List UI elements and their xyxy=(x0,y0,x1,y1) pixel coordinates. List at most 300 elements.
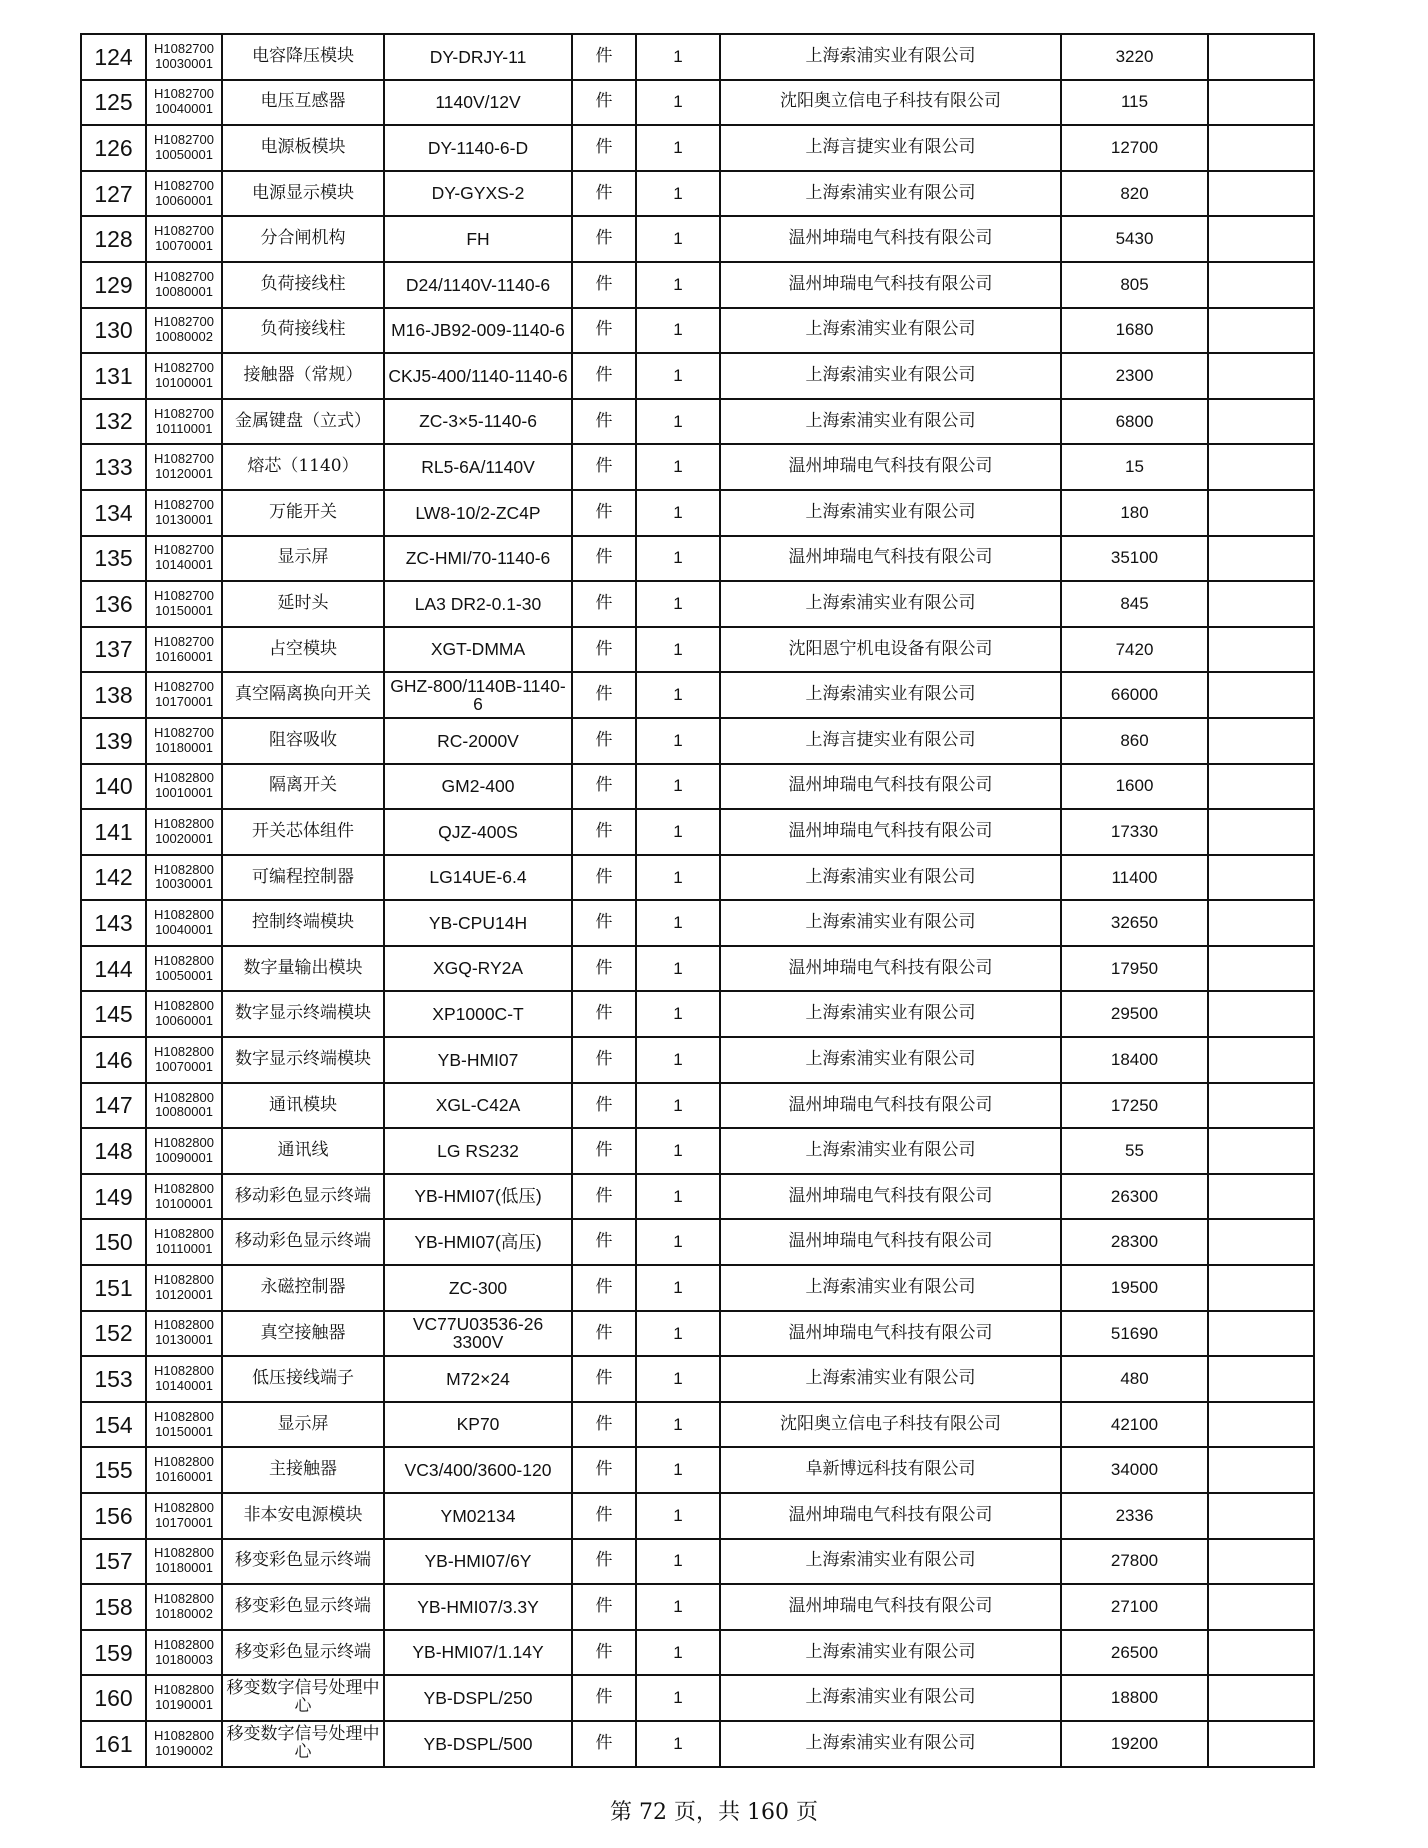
item-note xyxy=(1208,125,1314,171)
item-unit: 件 xyxy=(572,764,636,810)
table-row xyxy=(81,1584,1314,1630)
item-note xyxy=(1208,1128,1314,1174)
item-name: 移动彩色显示终端 xyxy=(222,1174,384,1220)
item-code: H1082800 10140001 xyxy=(146,1356,222,1402)
item-name: 永磁控制器 xyxy=(222,1265,384,1311)
table-row xyxy=(81,1447,1314,1493)
item-unit: 件 xyxy=(572,672,636,718)
item-code: H1082700 10160001 xyxy=(146,627,222,673)
table-row xyxy=(81,991,1314,1037)
item-quantity: 1 xyxy=(636,171,720,217)
item-price: 115 xyxy=(1061,80,1208,126)
item-quantity: 1 xyxy=(636,991,720,1037)
row-number: 131 xyxy=(81,353,146,399)
table-row xyxy=(81,627,1314,673)
item-quantity: 1 xyxy=(636,1402,720,1448)
item-model: ZC-300 xyxy=(384,1265,572,1311)
item-price: 17330 xyxy=(1061,809,1208,855)
item-supplier: 温州坤瑞电气科技有限公司 xyxy=(720,536,1061,582)
item-model: GM2-400 xyxy=(384,764,572,810)
table-row xyxy=(81,444,1314,490)
item-quantity: 1 xyxy=(636,946,720,992)
item-price: 26500 xyxy=(1061,1630,1208,1676)
table-row xyxy=(81,308,1314,354)
item-price: 180 xyxy=(1061,490,1208,536)
item-quantity: 1 xyxy=(636,809,720,855)
item-name: 阻容吸收 xyxy=(222,718,384,764)
row-number: 127 xyxy=(81,171,146,217)
item-note xyxy=(1208,991,1314,1037)
item-supplier: 温州坤瑞电气科技有限公司 xyxy=(720,946,1061,992)
row-number: 133 xyxy=(81,444,146,490)
item-code: H1082800 10120001 xyxy=(146,1265,222,1311)
item-note xyxy=(1208,1447,1314,1493)
item-name: 移变彩色显示终端 xyxy=(222,1584,384,1630)
item-supplier: 上海索浦实业有限公司 xyxy=(720,399,1061,445)
item-unit: 件 xyxy=(572,490,636,536)
item-price: 32650 xyxy=(1061,900,1208,946)
item-price: 12700 xyxy=(1061,125,1208,171)
item-note xyxy=(1208,216,1314,262)
row-number: 148 xyxy=(81,1128,146,1174)
item-price: 51690 xyxy=(1061,1311,1208,1357)
item-price: 17250 xyxy=(1061,1083,1208,1129)
item-supplier: 上海言捷实业有限公司 xyxy=(720,718,1061,764)
item-code: H1082800 10180002 xyxy=(146,1584,222,1630)
item-model: DY-GYXS-2 xyxy=(384,171,572,217)
row-number: 161 xyxy=(81,1721,146,1767)
item-note xyxy=(1208,1402,1314,1448)
item-note xyxy=(1208,900,1314,946)
table-row xyxy=(81,1493,1314,1539)
item-note xyxy=(1208,490,1314,536)
item-model: XGT-DMMA xyxy=(384,627,572,673)
item-quantity: 1 xyxy=(636,1447,720,1493)
item-supplier: 上海索浦实业有限公司 xyxy=(720,900,1061,946)
item-model: LA3 DR2-0.1-30 xyxy=(384,581,572,627)
item-code: H1082700 10060001 xyxy=(146,171,222,217)
item-price: 845 xyxy=(1061,581,1208,627)
item-note xyxy=(1208,353,1314,399)
row-number: 157 xyxy=(81,1539,146,1585)
item-note xyxy=(1208,1311,1314,1357)
item-code: H1082700 10100001 xyxy=(146,353,222,399)
item-code: H1082700 10070001 xyxy=(146,216,222,262)
item-name: 通讯模块 xyxy=(222,1083,384,1129)
item-supplier: 上海索浦实业有限公司 xyxy=(720,1675,1061,1721)
item-supplier: 温州坤瑞电气科技有限公司 xyxy=(720,1311,1061,1357)
item-quantity: 1 xyxy=(636,1311,720,1357)
item-code: H1082700 10040001 xyxy=(146,80,222,126)
row-number: 135 xyxy=(81,536,146,582)
item-note xyxy=(1208,855,1314,901)
page-footer: 第 72 页，共 160 页 xyxy=(610,1800,818,1825)
item-name: 延时头 xyxy=(222,581,384,627)
row-number: 137 xyxy=(81,627,146,673)
item-model: FH xyxy=(384,216,572,262)
item-unit: 件 xyxy=(572,1584,636,1630)
item-unit: 件 xyxy=(572,34,636,80)
item-note xyxy=(1208,946,1314,992)
table-row xyxy=(81,1721,1314,1767)
table-row xyxy=(81,1128,1314,1174)
item-supplier: 上海索浦实业有限公司 xyxy=(720,353,1061,399)
item-name: 占空模块 xyxy=(222,627,384,673)
item-price: 29500 xyxy=(1061,991,1208,1037)
item-supplier: 沈阳恩宁机电设备有限公司 xyxy=(720,627,1061,673)
item-model: YB-HMI07(低压) xyxy=(384,1174,572,1220)
item-model: VC3/400/3600-120 xyxy=(384,1447,572,1493)
item-unit: 件 xyxy=(572,1675,636,1721)
item-quantity: 1 xyxy=(636,34,720,80)
item-price: 2336 xyxy=(1061,1493,1208,1539)
item-model: LG14UE-6.4 xyxy=(384,855,572,901)
item-price: 3220 xyxy=(1061,34,1208,80)
table-row xyxy=(81,718,1314,764)
item-supplier: 温州坤瑞电气科技有限公司 xyxy=(720,444,1061,490)
item-model: GHZ-800/1140B-1140-6 xyxy=(384,672,572,718)
row-number: 134 xyxy=(81,490,146,536)
table-row xyxy=(81,1675,1314,1721)
item-unit: 件 xyxy=(572,536,636,582)
row-number: 126 xyxy=(81,125,146,171)
item-unit: 件 xyxy=(572,581,636,627)
item-code: H1082700 10080002 xyxy=(146,308,222,354)
item-code: H1082700 10170001 xyxy=(146,672,222,718)
item-model: VC77U03536-26 3300V xyxy=(384,1311,572,1357)
table-row xyxy=(81,1174,1314,1220)
item-name: 主接触器 xyxy=(222,1447,384,1493)
item-supplier: 沈阳奥立信电子科技有限公司 xyxy=(720,80,1061,126)
item-supplier: 上海索浦实业有限公司 xyxy=(720,308,1061,354)
item-name: 低压接线端子 xyxy=(222,1356,384,1402)
item-unit: 件 xyxy=(572,1630,636,1676)
item-unit: 件 xyxy=(572,1539,636,1585)
item-model: YB-HMI07(高压) xyxy=(384,1219,572,1265)
item-name: 电容降压模块 xyxy=(222,34,384,80)
table-body xyxy=(81,34,1314,1767)
row-number: 138 xyxy=(81,672,146,718)
table-row xyxy=(81,855,1314,901)
item-note xyxy=(1208,1675,1314,1721)
item-code: H1082800 10170001 xyxy=(146,1493,222,1539)
item-code: H1082800 10180001 xyxy=(146,1539,222,1585)
row-number: 143 xyxy=(81,900,146,946)
item-model: LW8-10/2-ZC4P xyxy=(384,490,572,536)
item-name: 真空隔离换向开关 xyxy=(222,672,384,718)
item-note xyxy=(1208,80,1314,126)
table-row xyxy=(81,1356,1314,1402)
item-quantity: 1 xyxy=(636,672,720,718)
item-name: 开关芯体组件 xyxy=(222,809,384,855)
item-supplier: 上海索浦实业有限公司 xyxy=(720,490,1061,536)
item-note xyxy=(1208,672,1314,718)
item-model: RC-2000V xyxy=(384,718,572,764)
row-number: 139 xyxy=(81,718,146,764)
table-row xyxy=(81,809,1314,855)
item-model: YM02134 xyxy=(384,1493,572,1539)
parts-price-table xyxy=(80,33,1315,1768)
item-quantity: 1 xyxy=(636,1721,720,1767)
row-number: 159 xyxy=(81,1630,146,1676)
item-price: 7420 xyxy=(1061,627,1208,673)
table-row xyxy=(81,80,1314,126)
item-supplier: 上海索浦实业有限公司 xyxy=(720,1721,1061,1767)
table-row xyxy=(81,1311,1314,1357)
table-row xyxy=(81,171,1314,217)
item-unit: 件 xyxy=(572,1311,636,1357)
item-quantity: 1 xyxy=(636,353,720,399)
item-name: 负荷接线柱 xyxy=(222,308,384,354)
item-unit: 件 xyxy=(572,1402,636,1448)
item-code: H1082700 10110001 xyxy=(146,399,222,445)
item-supplier: 温州坤瑞电气科技有限公司 xyxy=(720,809,1061,855)
item-note xyxy=(1208,399,1314,445)
item-price: 66000 xyxy=(1061,672,1208,718)
item-unit: 件 xyxy=(572,1037,636,1083)
row-number: 146 xyxy=(81,1037,146,1083)
item-price: 5430 xyxy=(1061,216,1208,262)
row-number: 141 xyxy=(81,809,146,855)
item-model: M16-JB92-009-1140-6 xyxy=(384,308,572,354)
item-note xyxy=(1208,1630,1314,1676)
item-supplier: 上海索浦实业有限公司 xyxy=(720,672,1061,718)
item-name: 数字显示终端模块 xyxy=(222,991,384,1037)
item-model: YB-HMI07/6Y xyxy=(384,1539,572,1585)
item-code: H1082800 10190001 xyxy=(146,1675,222,1721)
row-number: 129 xyxy=(81,262,146,308)
item-note xyxy=(1208,1265,1314,1311)
item-supplier: 温州坤瑞电气科技有限公司 xyxy=(720,1219,1061,1265)
item-note xyxy=(1208,764,1314,810)
item-supplier: 温州坤瑞电气科技有限公司 xyxy=(720,1083,1061,1129)
item-quantity: 1 xyxy=(636,262,720,308)
row-number: 125 xyxy=(81,80,146,126)
item-unit: 件 xyxy=(572,1083,636,1129)
item-supplier: 温州坤瑞电气科技有限公司 xyxy=(720,1493,1061,1539)
item-code: H1082800 10080001 xyxy=(146,1083,222,1129)
row-number: 150 xyxy=(81,1219,146,1265)
item-code: H1082800 10130001 xyxy=(146,1311,222,1357)
item-code: H1082700 10030001 xyxy=(146,34,222,80)
item-unit: 件 xyxy=(572,262,636,308)
table-row xyxy=(81,1037,1314,1083)
item-price: 18800 xyxy=(1061,1675,1208,1721)
item-model: M72×24 xyxy=(384,1356,572,1402)
item-name: 移变数字信号处理中心 xyxy=(222,1675,384,1721)
table-row xyxy=(81,1083,1314,1129)
item-price: 11400 xyxy=(1061,855,1208,901)
item-code: H1082800 10150001 xyxy=(146,1402,222,1448)
item-name: 熔芯（1140） xyxy=(222,444,384,490)
item-price: 1600 xyxy=(1061,764,1208,810)
item-price: 480 xyxy=(1061,1356,1208,1402)
item-supplier: 阜新博远科技有限公司 xyxy=(720,1447,1061,1493)
item-note xyxy=(1208,1721,1314,1767)
item-note xyxy=(1208,809,1314,855)
item-quantity: 1 xyxy=(636,1493,720,1539)
item-unit: 件 xyxy=(572,900,636,946)
item-name: 移动彩色显示终端 xyxy=(222,1219,384,1265)
item-supplier: 上海索浦实业有限公司 xyxy=(720,1356,1061,1402)
item-supplier: 上海索浦实业有限公司 xyxy=(720,1539,1061,1585)
item-name: 移变彩色显示终端 xyxy=(222,1539,384,1585)
item-unit: 件 xyxy=(572,171,636,217)
item-note xyxy=(1208,1356,1314,1402)
table-row xyxy=(81,353,1314,399)
item-quantity: 1 xyxy=(636,764,720,810)
item-price: 15 xyxy=(1061,444,1208,490)
item-unit: 件 xyxy=(572,991,636,1037)
item-model: KP70 xyxy=(384,1402,572,1448)
item-supplier: 上海索浦实业有限公司 xyxy=(720,34,1061,80)
item-quantity: 1 xyxy=(636,1539,720,1585)
item-supplier: 温州坤瑞电气科技有限公司 xyxy=(720,1584,1061,1630)
item-code: H1082700 10120001 xyxy=(146,444,222,490)
item-code: H1082800 10070001 xyxy=(146,1037,222,1083)
item-supplier: 上海索浦实业有限公司 xyxy=(720,1630,1061,1676)
table-row xyxy=(81,1219,1314,1265)
item-unit: 件 xyxy=(572,1356,636,1402)
row-number: 156 xyxy=(81,1493,146,1539)
item-quantity: 1 xyxy=(636,1630,720,1676)
item-price: 805 xyxy=(1061,262,1208,308)
row-number: 154 xyxy=(81,1402,146,1448)
item-model: YB-CPU14H xyxy=(384,900,572,946)
item-price: 34000 xyxy=(1061,1447,1208,1493)
item-note xyxy=(1208,1174,1314,1220)
item-unit: 件 xyxy=(572,627,636,673)
item-model: CKJ5-400/1140-1140-6 xyxy=(384,353,572,399)
item-name: 真空接触器 xyxy=(222,1311,384,1357)
item-name: 接触器（常规） xyxy=(222,353,384,399)
item-name: 电源板模块 xyxy=(222,125,384,171)
item-quantity: 1 xyxy=(636,536,720,582)
item-quantity: 1 xyxy=(636,80,720,126)
item-quantity: 1 xyxy=(636,308,720,354)
row-number: 152 xyxy=(81,1311,146,1357)
item-note xyxy=(1208,718,1314,764)
item-note xyxy=(1208,1584,1314,1630)
item-quantity: 1 xyxy=(636,1219,720,1265)
item-unit: 件 xyxy=(572,1174,636,1220)
item-name: 显示屏 xyxy=(222,536,384,582)
item-code: H1082700 10140001 xyxy=(146,536,222,582)
item-supplier: 温州坤瑞电气科技有限公司 xyxy=(720,1174,1061,1220)
item-quantity: 1 xyxy=(636,1037,720,1083)
item-name: 隔离开关 xyxy=(222,764,384,810)
item-code: H1082800 10040001 xyxy=(146,900,222,946)
item-note xyxy=(1208,1037,1314,1083)
item-note xyxy=(1208,34,1314,80)
item-note xyxy=(1208,1493,1314,1539)
table-row xyxy=(81,900,1314,946)
item-note xyxy=(1208,444,1314,490)
item-quantity: 1 xyxy=(636,1174,720,1220)
table-row xyxy=(81,581,1314,627)
item-quantity: 1 xyxy=(636,216,720,262)
table-row xyxy=(81,490,1314,536)
row-number: 145 xyxy=(81,991,146,1037)
item-model: QJZ-400S xyxy=(384,809,572,855)
item-name: 控制终端模块 xyxy=(222,900,384,946)
table-row xyxy=(81,399,1314,445)
item-quantity: 1 xyxy=(636,444,720,490)
item-price: 19500 xyxy=(1061,1265,1208,1311)
item-supplier: 温州坤瑞电气科技有限公司 xyxy=(720,262,1061,308)
item-unit: 件 xyxy=(572,1219,636,1265)
item-model: ZC-HMI/70-1140-6 xyxy=(384,536,572,582)
row-number: 140 xyxy=(81,764,146,810)
item-unit: 件 xyxy=(572,1128,636,1174)
item-supplier: 上海索浦实业有限公司 xyxy=(720,171,1061,217)
item-unit: 件 xyxy=(572,125,636,171)
row-number: 144 xyxy=(81,946,146,992)
item-unit: 件 xyxy=(572,216,636,262)
item-model: RL5-6A/1140V xyxy=(384,444,572,490)
table-row xyxy=(81,536,1314,582)
item-quantity: 1 xyxy=(636,1675,720,1721)
table-row xyxy=(81,946,1314,992)
item-price: 27100 xyxy=(1061,1584,1208,1630)
item-price: 17950 xyxy=(1061,946,1208,992)
item-supplier: 上海索浦实业有限公司 xyxy=(720,855,1061,901)
item-quantity: 1 xyxy=(636,1584,720,1630)
item-model: LG RS232 xyxy=(384,1128,572,1174)
item-supplier: 上海索浦实业有限公司 xyxy=(720,1265,1061,1311)
item-supplier: 温州坤瑞电气科技有限公司 xyxy=(720,764,1061,810)
row-number: 124 xyxy=(81,34,146,80)
item-code: H1082800 10160001 xyxy=(146,1447,222,1493)
item-name: 电源显示模块 xyxy=(222,171,384,217)
item-quantity: 1 xyxy=(636,627,720,673)
item-supplier: 上海言捷实业有限公司 xyxy=(720,125,1061,171)
item-model: YB-HMI07 xyxy=(384,1037,572,1083)
item-quantity: 1 xyxy=(636,490,720,536)
item-unit: 件 xyxy=(572,444,636,490)
item-model: YB-HMI07/3.3Y xyxy=(384,1584,572,1630)
row-number: 132 xyxy=(81,399,146,445)
item-price: 6800 xyxy=(1061,399,1208,445)
item-supplier: 上海索浦实业有限公司 xyxy=(720,991,1061,1037)
row-number: 151 xyxy=(81,1265,146,1311)
item-code: H1082800 10190002 xyxy=(146,1721,222,1767)
item-model: XGQ-RY2A xyxy=(384,946,572,992)
item-price: 27800 xyxy=(1061,1539,1208,1585)
item-price: 35100 xyxy=(1061,536,1208,582)
table-row xyxy=(81,125,1314,171)
item-quantity: 1 xyxy=(636,1083,720,1129)
item-note xyxy=(1208,536,1314,582)
item-name: 可编程控制器 xyxy=(222,855,384,901)
item-price: 55 xyxy=(1061,1128,1208,1174)
item-model: DY-1140-6-D xyxy=(384,125,572,171)
item-unit: 件 xyxy=(572,1721,636,1767)
item-note xyxy=(1208,308,1314,354)
item-unit: 件 xyxy=(572,1493,636,1539)
item-price: 42100 xyxy=(1061,1402,1208,1448)
item-price: 19200 xyxy=(1061,1721,1208,1767)
table-row xyxy=(81,672,1314,718)
item-code: H1082800 10050001 xyxy=(146,946,222,992)
item-code: H1082700 10050001 xyxy=(146,125,222,171)
item-unit: 件 xyxy=(572,1265,636,1311)
item-quantity: 1 xyxy=(636,855,720,901)
item-unit: 件 xyxy=(572,1447,636,1493)
item-note xyxy=(1208,627,1314,673)
item-name: 数字量输出模块 xyxy=(222,946,384,992)
item-quantity: 1 xyxy=(636,900,720,946)
